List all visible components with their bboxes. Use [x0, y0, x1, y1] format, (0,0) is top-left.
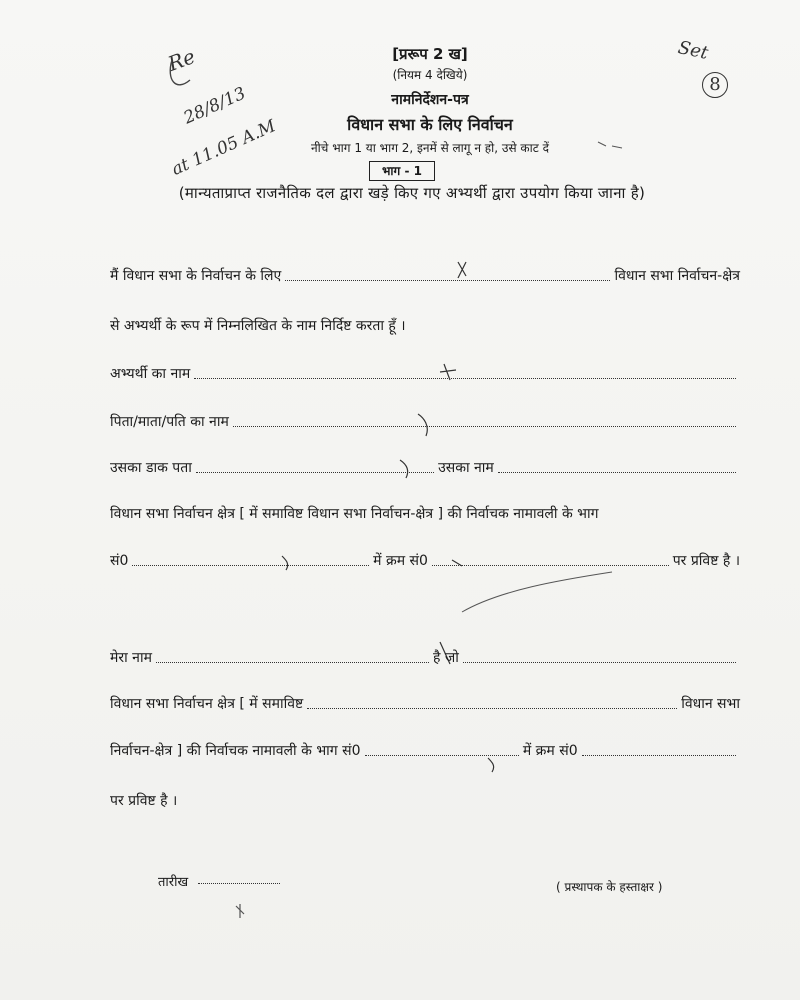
label-my-name: मेरा नाम	[110, 650, 152, 666]
label-candidate-name: अभ्यर्थी का नाम	[110, 366, 191, 382]
line-constituency	[110, 263, 740, 285]
blank-proposer-constituency[interactable]	[307, 708, 677, 709]
handwritten-set-word: Set	[676, 37, 711, 64]
pen-loop-mark	[170, 60, 190, 85]
blank-serial-no[interactable]	[432, 565, 669, 566]
label-proposer-serial-no: में क्रम सं0	[522, 743, 578, 759]
text-election-for: मैं विधान सभा के निर्वाचन के लिए	[110, 268, 282, 284]
blank-my-name[interactable]	[156, 662, 429, 663]
blank-date[interactable]	[198, 883, 280, 884]
label-parent-name: पिता/माता/पति का नाम	[110, 414, 229, 430]
tick-mark-8	[488, 758, 494, 772]
strike-instruction: नीचे भाग 1 या भाग 2, इनमें से लागू न हो, उसे काट दें	[311, 141, 549, 155]
line-my-name	[110, 645, 740, 667]
label-serial-no: में क्रम सं0	[373, 553, 428, 569]
blank-postal-address[interactable]	[196, 472, 434, 473]
text-assembly: विधान सभा	[681, 696, 740, 712]
proposer-signature-label: ( प्रस्थापक के हस्ताक्षर )	[556, 880, 663, 894]
line-proposer-part-serial	[110, 738, 740, 760]
blank-constituency[interactable]	[285, 280, 610, 281]
text-proposer-entered: पर प्रविष्ट है ।	[110, 793, 178, 809]
text-assembly-constituency: विधान सभा निर्वाचन-क्षेत्र	[614, 268, 740, 284]
label-proposer-part-no: निर्वाचन-क्षेत्र ] की निर्वाचक नामावली के भाग सं0	[110, 743, 361, 759]
line-candidate-name	[110, 361, 740, 383]
form-subtitle: विधान सभा के लिए निर्वाचन	[347, 115, 513, 134]
text-electoral-roll: विधान सभा निर्वाचन क्षेत्र [ में समाविष्ट विधान सभा निर्वाचन-क्षेत्र ] की निर्वाचक नामावली के भाग	[110, 506, 599, 522]
blank-candidate-name[interactable]	[194, 378, 736, 379]
usage-note: (मान्यताप्राप्त राजनैतिक दल द्वारा खड़े किए गए अभ्यर्थी द्वारा उपयोग किया जाना है)	[178, 184, 646, 202]
text-who-is: है जो	[433, 650, 459, 666]
blank-parent-name[interactable]	[233, 426, 736, 427]
date-field	[158, 872, 280, 890]
blank-proposer-part-no[interactable]	[365, 755, 519, 756]
blank-who-is[interactable]	[463, 662, 736, 663]
text-nomination-statement: से अभ्यर्थी के रूप में निम्नलिखित के नाम निर्दिष्ट करता हूँ ।	[110, 318, 406, 334]
label-part-no: सं0	[110, 553, 129, 569]
line-proposer-entered	[110, 788, 740, 810]
pen-stroke-curve	[462, 572, 612, 612]
handwritten-initial: Re	[164, 44, 199, 76]
blank-proposer-serial-no[interactable]	[582, 755, 736, 756]
label-his-name: उसका नाम	[438, 460, 494, 476]
blank-his-name[interactable]	[498, 472, 736, 473]
handwritten-date: 28/8/13	[180, 83, 249, 129]
line-parent-name	[110, 409, 740, 431]
line-postal-address	[110, 455, 740, 477]
line-part-serial	[110, 548, 740, 570]
line-proposer-constituency	[110, 691, 740, 713]
form-number: [प्ररूप 2 ख]	[392, 45, 468, 63]
part-label: भाग - 1	[369, 161, 435, 181]
label-proposer-constituency: विधान सभा निर्वाचन क्षेत्र [ में समाविष्ट	[110, 696, 304, 712]
form-title: नामनिर्देशन-पत्र	[391, 92, 469, 108]
rule-reference: (नियम 4 देखिये)	[392, 68, 468, 82]
handwritten-set-number: 8	[702, 72, 728, 98]
text-entered: पर प्रविष्ट है ।	[672, 553, 741, 569]
stray-scribble	[236, 904, 244, 918]
line-nomination-statement	[110, 313, 740, 335]
blank-part-no[interactable]	[132, 565, 369, 566]
label-postal-address: उसका डाक पता	[110, 460, 192, 476]
handwritten-time: at 11.05 A.M	[168, 116, 279, 180]
stray-marks	[598, 142, 622, 148]
date-label: तारीख	[158, 875, 189, 890]
line-electoral-roll	[110, 501, 740, 523]
